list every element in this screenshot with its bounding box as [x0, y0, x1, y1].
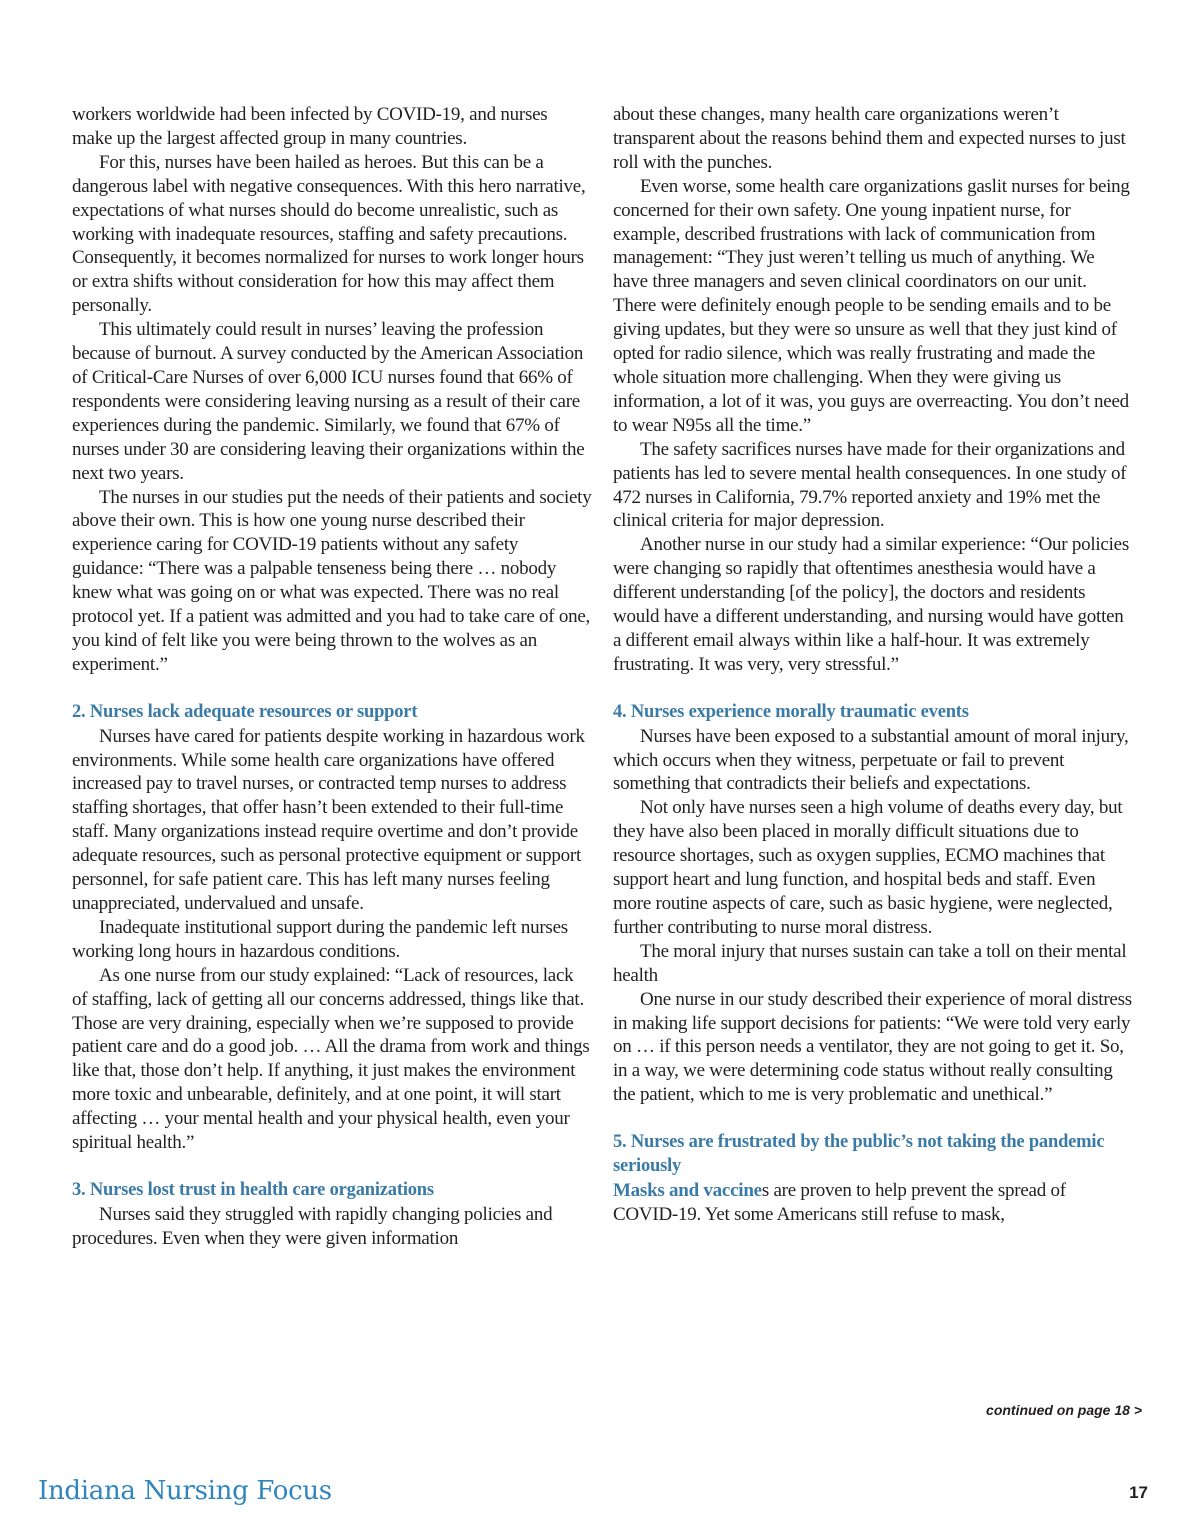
body-paragraph: Not only have nurses seen a high volume of deaths every day, but they have also been placed in morally difficult situations due to resource shortages, such as oxygen supplies, ECMO machines that support heart and lung function, and hospital beds and staff. Even more routine aspects of care, such as basic hygiene, were neglected, further contributing to nurse moral distress. [613, 797, 1123, 938]
body-paragraph: One nurse in our study described their experience of moral distress in making life support decisions for patients: “We were told very early on … if this person needs a ventilator, they are not going to get it. So, in a way, we were determining code status without really consulting the patient, which to me is very problematic and unethical.” [613, 988, 1132, 1106]
body-paragraph: The moral injury that nurses sustain can take a toll on their mental health [613, 940, 1127, 986]
body-paragraph: For this, nurses have been hailed as heroes. But this can be a dangerous label with negative consequences. With this hero narrative, expectations of what nurses should do become unrealistic, such as working with inadequate resources, staffing and safety precautions. Consequently, it becomes normalized for nurses to work longer hours or extra shifts without consideration for how this may affect them personally. [72, 151, 586, 317]
section-heading-5: 5. Nurses are frustrated by the public’s not taking the pandemic seriously [613, 1132, 1105, 1177]
section-heading-4: 4. Nurses experience morally traumatic events [613, 701, 969, 722]
section-heading-3: 3. Nurses lost trust in health care organizations [72, 1179, 434, 1200]
body-paragraph: The safety sacrifices nurses have made for their organizations and patients has led to severe mental health consequences. In one study of 472 nurses in California, 79.7% reported anxiety and 19% met the clinical criteria for major depression. [613, 438, 1127, 532]
body-text: s are proven to help prevent the spread of COVID-19. Yet some Americans still refuse to mask, [613, 1179, 1066, 1225]
body-paragraph: workers worldwide had been infected by COVID-19, and nurses make up the largest affected group in many countries. [72, 104, 548, 149]
right-column [613, 103, 1133, 1227]
body-paragraph: about these changes, many health care organizations weren’t transparent about the reasons behind them and expected nurses to just roll with the punches. [613, 104, 1126, 173]
body-paragraph [613, 1179, 1133, 1227]
body-paragraph: As one nurse from our study explained: “Lack of resources, lack of staffing, lack of getting all our concerns addressed, things like that. Those are very draining, especially when we’re supposed to provide patient care and do a good job. … All the drama from work and things like that, those don’t help. If anything, it just makes the environment more toxic and unbearable, definitely, and at one point, it will start affecting … your mental health and your physical health, even your spiritual health.” [72, 964, 590, 1154]
section-heading-2: 2. Nurses lack adequate resources or support [72, 701, 418, 722]
publication-title: Indiana Nursing Focus [38, 1476, 332, 1506]
body-paragraph: Even worse, some health care organizations gaslit nurses for being concerned for their own safety. One young inpatient nurse, for example, described frustrations with lack of communication from management: “They just weren’t telling us much of anything. We have three managers and seven clinical coordinators on our unit. There were definitely enough people to be sending emails and to be giving updates, but they were so unsure as well that they just kind of opted for radio silence, which was really frustrating and made the whole situation more challenging. When they were giving us information, a lot of it was, you guys are overreacting. You don’t need to wear N95s all the time.” [613, 175, 1130, 436]
left-column [72, 103, 592, 1251]
body-paragraph: Inadequate institutional support during the pandemic left nurses working long hours in hazardous conditions. [72, 916, 568, 962]
body-paragraph: This ultimately could result in nurses’ leaving the profession because of burnout. A survey conducted by the American Association of Critical-Care Nurses of over 6,000 ICU nurses found that 66% of respondents were considering leaving nursing as a result of their care experiences during the pandemic. Similarly, we found that 67% of nurses under 30 are considering leaving their organizations within the next two years. [72, 319, 585, 484]
continued-on-page: continued on page 18 > [986, 1402, 1142, 1418]
masks-vaccines-link[interactable]: Masks and vaccine [613, 1179, 762, 1201]
body-paragraph: Nurses said they struggled with rapidly changing policies and procedures. Even when they were given information [72, 1203, 553, 1249]
body-paragraph: Nurses have been exposed to a substantial amount of moral injury, which occurs when they witness, perpetuate or fail to prevent something that contradicts their beliefs and expectations. [613, 725, 1129, 795]
body-paragraph: The nurses in our studies put the needs of their patients and society above their own. This is how one young nurse described their experience caring for COVID-19 patients without any safety guidance: “There was a palpable tenseness being there … nobody knew what was going on or what was expected. There was no real protocol yet. If a patient was admitted and you had to take care of one, you kind of felt like you were being thrown to the wolves as an experiment.” [72, 486, 592, 675]
page-number: 17 [1129, 1483, 1148, 1502]
body-paragraph: Nurses have cared for patients despite working in hazardous work environments. While some health care organizations have offered increased pay to travel nurses, or contracted temp nurses to address staffing shortages, that offer hasn’t been extended to their full-time staff. Many organizations instead require overtime and don’t provide adequate resources, such as personal protective equipment or support personnel, for safe patient care. This has left many nurses feeling unappreciated, undervalued and unsafe. [72, 725, 585, 914]
body-paragraph: Another nurse in our study had a similar experience: “Our policies were changing so rapidly that oftentimes anesthesia would have a different understanding [of the policy], the doctors and residents would have a different understanding, and nursing would have gotten a different email always within like a half-hour. It was extremely frustrating. It was very, very stressful.” [613, 534, 1129, 675]
